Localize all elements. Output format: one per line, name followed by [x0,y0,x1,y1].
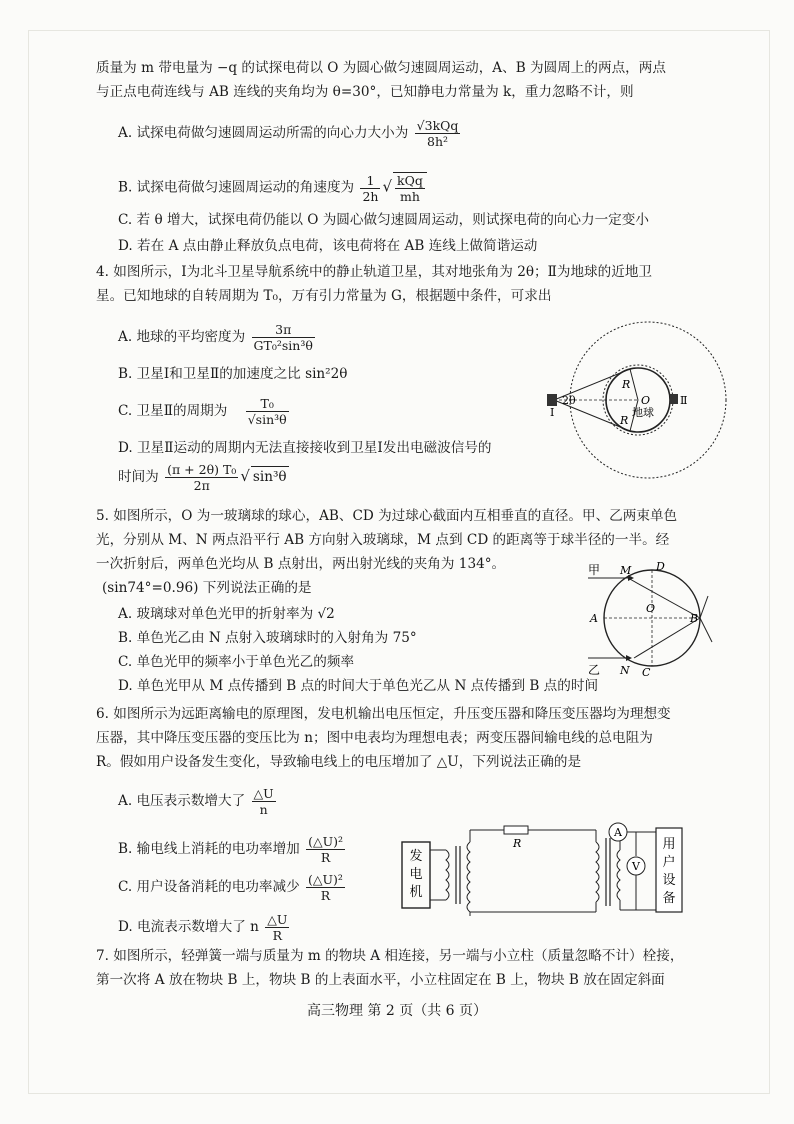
label-ammeter: A [614,826,622,839]
label-B: B [690,612,699,625]
q4-option-a [118,322,317,353]
q6-stem-line1: 6. 如图所示为远距离输电的原理图，发电机输出电压恒定，升压变压器和降压变压器均为理想变 [96,706,671,722]
label-voltmeter: V [632,860,640,873]
label-M: M [620,564,632,577]
q6-option-b [118,834,347,865]
q5-option-d: D. 单色光甲从 M 点传播到 B 点的时间大于单色光乙从 N 点传播到 B 点的时间 [118,678,599,694]
q3-option-b-root-fraction [393,172,427,204]
q4-option-d-root: sin³θ [251,466,289,487]
q4-option-a-denominator: GT₀²sin³θ [253,338,313,353]
label-A: A [590,612,598,625]
q3-option-b-fraction [360,173,380,204]
satellite-II-icon [670,394,678,404]
q4-option-a-numerator: 3π [252,322,315,338]
q4-option-d-line2 [118,462,289,493]
label-satellite-II: Ⅱ [680,394,688,407]
q3-option-b-text: B. 试探电荷做匀速圆周运动的角速度为 [118,179,355,196]
q4-option-a-fraction [252,322,315,353]
q3-option-b-root-numerator: kQq [397,173,423,188]
label-D: D [656,560,665,573]
label-yi: 乙 [588,663,601,677]
q4-option-d-text: 时间为 [118,469,159,485]
q4-option-d-denominator: 2π [193,478,210,493]
q5-stem-line2: 光，分别从 M、N 两点沿平行 AB 方向射入玻璃球，M 点到 CD 的距离等于球半径的一半。经 [96,532,670,548]
q3-option-c: C. 若 θ 增大，试探电荷仍能以 O 为圆心做匀速圆周运动，则试探电荷的向心力一定变小 [118,212,649,228]
q3-stem-line1: 质量为 m 带电量为 −q 的试探电荷以 O 为圆心做匀速圆周运动，A、B 为圆周上的两点，两点 [96,60,666,76]
q6-option-d-denominator: R [272,928,282,943]
q3-option-b-root-denominator: mh [400,189,420,204]
q3-option-a-fraction [415,118,461,149]
label-satellite-I: Ⅰ [550,406,555,419]
line-resistor-R [504,826,528,834]
q3-option-a-denominator: 8h² [427,134,449,149]
q6-option-d-fraction [265,912,289,943]
q5-stem-line1: 5. 如图所示，O 为一玻璃球的球心，AB、CD 为过球心截面内互相垂直的直径。甲、乙两束单色 [96,508,678,524]
q6-option-c-text: C. 用户设备消耗的电功率减少 [118,879,300,895]
q6-option-c-fraction [306,872,345,903]
q4-option-d-fraction [165,462,238,493]
q4-option-b: B. 卫星Ⅰ和卫星Ⅱ的加速度之比 sin²2θ [118,366,348,382]
q4-option-c-fraction [246,396,289,427]
satellite-I-icon [547,394,557,406]
q6-option-c-denominator: R [320,888,331,903]
q3-option-a-numerator: √3kQq [416,118,459,133]
q5-option-c: C. 单色光甲的频率小于单色光乙的频率 [118,654,355,670]
q6-option-b-fraction [306,834,345,865]
q6-option-a-numerator: △U [253,786,274,801]
q4-option-c-numerator: T₀ [246,396,289,412]
ray-exit-2 [700,596,708,618]
q6-option-c [118,872,347,903]
q6-stem-line2: 压器，其中降压变压器的变压比为 n；图中电表均为理想电表；两变压器间输电线的总电阻为 [96,730,653,746]
label-generator: 发电机 [409,849,423,900]
q5-option-a: A. 玻璃球对单色光甲的折射率为 √2 [118,606,335,622]
label-jia: 甲 [588,563,601,577]
page-footer: 高三物理 第 2 页（共 6 页） [306,1003,488,1019]
step-up-secondary-coil [467,842,470,912]
q4-stem-line1: 4. 如图所示，Ⅰ为北斗卫星导航系统中的静止轨道卫星，其对地张角为 2θ；Ⅱ为地球的近地卫 [96,264,653,280]
q3-option-a [118,118,462,149]
q4-option-d-line1: D. 卫星Ⅱ运动的周期内无法直接接收到卫星Ⅰ发出电磁波信号的 [118,440,492,456]
q3-option-d: D. 若在 A 点由静止释放负点电荷，该电荷将在 AB 连线上做简谐运动 [118,238,538,254]
radical-sign: √ [240,467,250,485]
q5-stem-line4: (sin74°=0.96) 下列说法正确的是 [102,580,312,596]
label-R: R [513,837,522,850]
q4-option-c-text: C. 卫星Ⅱ的周期为 [118,403,228,419]
radius-upper [630,369,638,400]
label-O: O [646,602,656,615]
q4-orbit-figure [538,318,738,484]
q6-option-a-text: A. 电压表示数增大了 [118,793,246,809]
q6-option-d [118,912,291,943]
q3-option-b-denominator: 2h [362,188,379,204]
q3-option-b-numerator: 1 [360,173,380,189]
q6-transmission-circuit [396,820,696,916]
q4-option-c [118,396,291,427]
label-C: C [642,666,651,678]
label-angle-2theta: 2θ [562,394,576,407]
q6-option-c-numerator: (△U)² [308,872,343,887]
q7-stem-line2: 第一次将 A 放在物块 B 上，物块 B 的上表面水平，小立柱固定在 B 上，物块 B 放在固定斜面 [96,972,665,988]
q4-stem-line2: 星。已知地球的自转周期为 T₀，万有引力常量为 G，根据题中条件，可求出 [96,288,552,304]
q3-stem-line2: 与正点电荷连线与 AB 连线的夹角均为 θ=30°，已知静电力常量为 k，重力忽略不计，则 [96,84,634,100]
q7-stem-line1: 7. 如图所示，轻弹簧一端与质量为 m 的物块 A 相连接，另一端与小立柱（质量忽略不计）栓接， [96,948,684,964]
q6-option-a-denominator: n [259,802,268,817]
q6-option-d-text: D. 电流表示数增大了 n [118,919,259,935]
q3-option-a-text: A. 试探电荷做匀速圆周运动所需的向心力大小为 [118,125,409,141]
q4-option-a-text: A. 地球的平均密度为 [118,329,246,345]
q6-option-b-denominator: R [320,850,331,865]
label-radius-R-lower: R [620,414,629,427]
q6-option-d-numerator: △U [267,912,288,927]
q5-stem-line3: 一次折射后，两单色光均从 B 点射出，两出射光线的夹角为 134°。 [96,556,506,572]
label-user-device: 用户设备 [662,837,676,906]
q5-option-b: B. 单色光乙由 N 点射入玻璃球时的入射角为 75° [118,630,417,646]
q6-option-a [118,786,278,817]
label-center-O: O [641,394,651,407]
step-down-secondary-coil [617,850,620,900]
q4-option-d-numerator: (π + 2θ) T₀ [167,462,237,477]
q5-glass-sphere-figure [586,560,716,678]
radical-sign: √ [382,177,393,196]
q6-option-a-fraction [252,786,276,817]
ray-exit-1 [700,618,712,642]
q6-option-b-numerator: (△U)² [308,834,344,849]
q4-option-c-denominator: √sin³θ [247,412,287,427]
q6-option-b-text: B. 输电线上消耗的电功率增加 [118,841,300,857]
label-earth: 地球 [632,406,654,419]
q3-option-b [118,172,429,204]
step-down-primary-coil [596,842,599,902]
label-radius-R-upper: R [622,378,631,391]
label-N: N [620,664,630,677]
q6-stem-line3: R。假如用户设备发生变化，导致输电线上的电压增加了 △U，下列说法正确的是 [96,754,582,770]
step-up-primary-coil [446,850,449,900]
